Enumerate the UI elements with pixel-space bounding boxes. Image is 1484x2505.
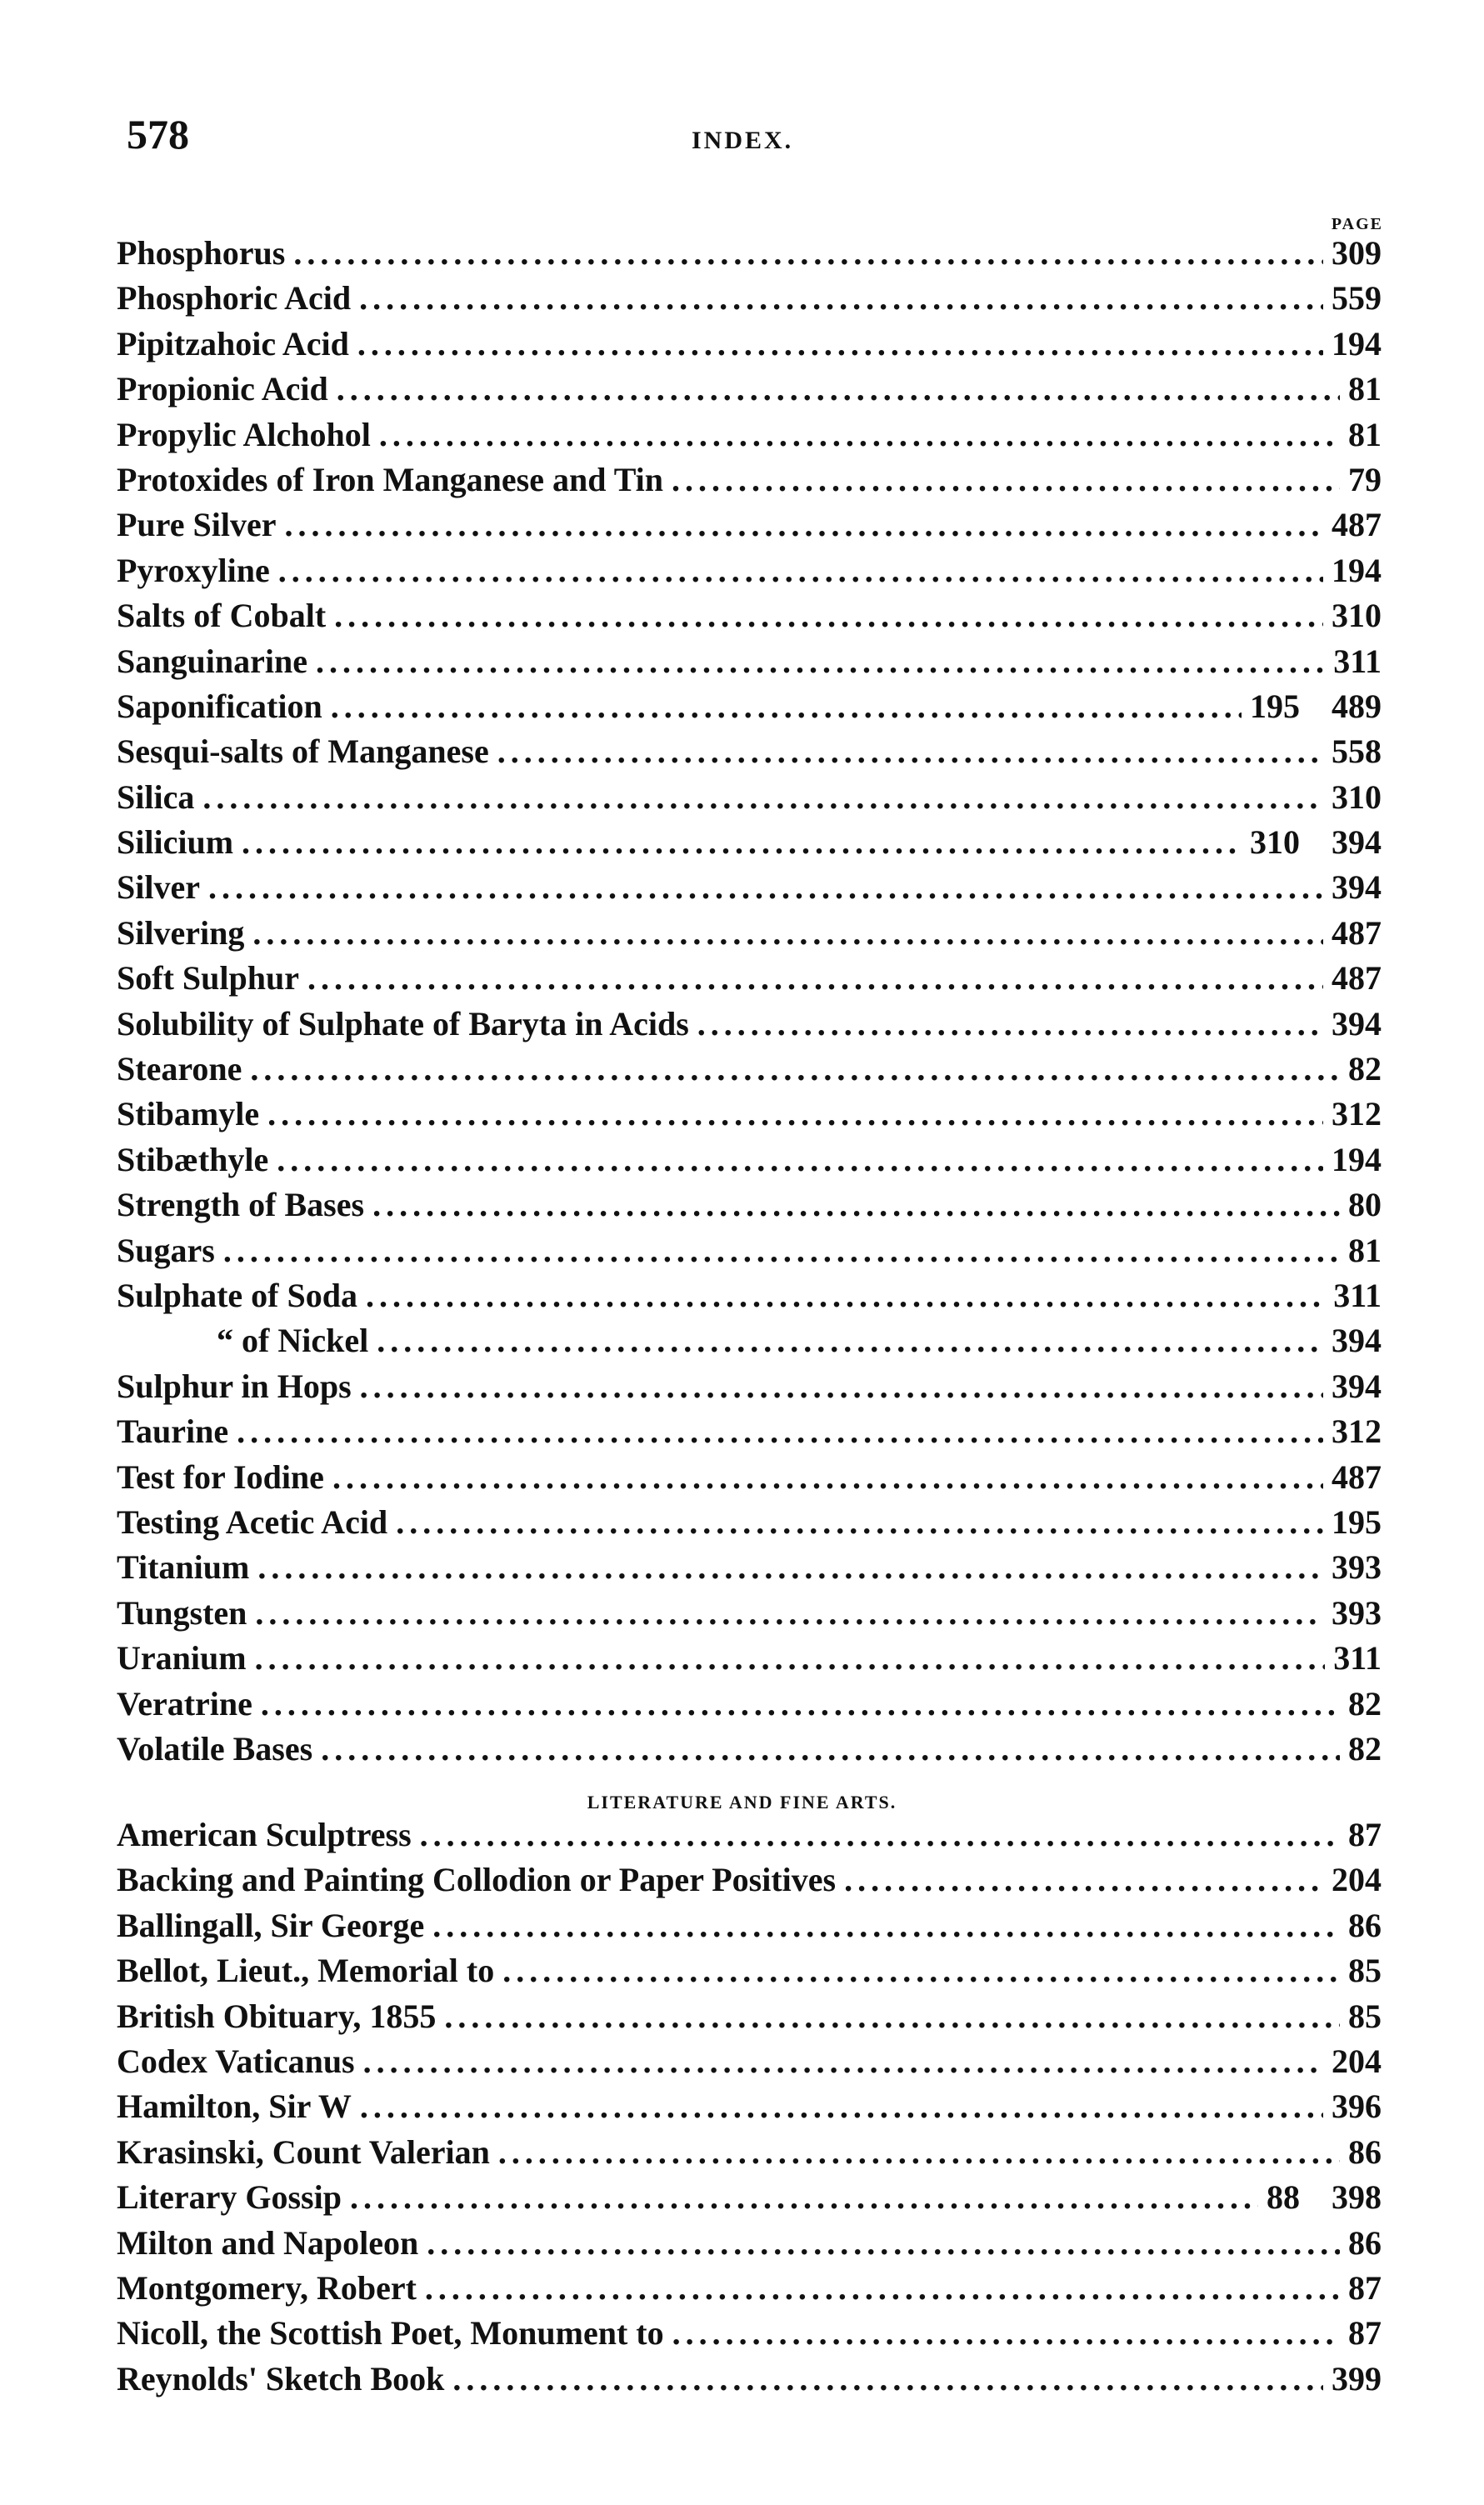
- dot-leader: [252, 913, 1323, 952]
- index-entry: [117, 1458, 1382, 1502]
- index-term: Codex Vaticanus: [117, 2042, 355, 2080]
- page-references: [1333, 642, 1382, 681]
- page-reference: 393: [1332, 1593, 1382, 1632]
- page-references: [1332, 1593, 1382, 1632]
- index-entry: [117, 732, 1382, 777]
- index-term: Protoxides of Iron Manganese and Tin: [117, 460, 664, 498]
- page-reference: 82: [1348, 1050, 1382, 1088]
- page-references: [1332, 1140, 1382, 1179]
- page-reference: 79: [1348, 460, 1382, 498]
- page-reference: 399: [1332, 2359, 1382, 2398]
- page-reference: 87: [1348, 2314, 1382, 2352]
- page-references: [1332, 551, 1382, 590]
- page-reference: 88: [1267, 2178, 1300, 2217]
- index-term: Solubility of Sulphate of Baryta in Acids: [117, 1004, 689, 1042]
- index-term: Milton and Napoleon: [117, 2223, 419, 2262]
- dot-leader: [261, 1684, 1340, 1723]
- dot-leader: [223, 1231, 1340, 1270]
- page-references: [1332, 868, 1382, 907]
- page-reference: 311: [1333, 642, 1382, 680]
- dot-leader: [284, 505, 1323, 544]
- page-references: [1348, 1729, 1382, 1768]
- index-term: Krasinski, Count Valerian: [117, 2132, 490, 2171]
- index-term: Propylic Alchohol: [117, 415, 371, 453]
- index-entry: [117, 1815, 1382, 1860]
- index-term: Tungsten: [117, 1593, 247, 1632]
- page-references: [1332, 1004, 1382, 1043]
- dot-leader: [307, 958, 1323, 998]
- page-references: [1348, 415, 1382, 454]
- page-references: [1333, 1638, 1382, 1678]
- index-entry: [117, 1140, 1382, 1185]
- index-entry: [117, 2313, 1382, 2358]
- index-term: Silver: [117, 868, 200, 907]
- index-entry: [117, 1004, 1382, 1049]
- dot-leader: [360, 1367, 1323, 1406]
- dot-leader: [316, 642, 1325, 681]
- page-reference: 393: [1332, 1548, 1382, 1587]
- index-entry: [117, 2223, 1382, 2268]
- page-references: [1332, 1548, 1382, 1587]
- page-references: [1250, 822, 1382, 862]
- index-term: Montgomery, Robert: [117, 2268, 417, 2307]
- dot-leader: [360, 2087, 1323, 2126]
- dot-leader: [427, 2223, 1340, 2262]
- index-term: Sulphur in Hops: [117, 1367, 352, 1405]
- page-references: [1250, 687, 1382, 726]
- index-term: Silicium: [117, 823, 234, 862]
- index-term: Phosphorus: [117, 234, 286, 272]
- index-term: Stearone: [117, 1050, 242, 1088]
- index-term: Strength of Bases: [117, 1186, 365, 1224]
- index-section-literature: [117, 1815, 1382, 2404]
- index-term: Sesqui-salts of Manganese: [117, 732, 489, 771]
- index-entry: [117, 1276, 1382, 1321]
- index-term: Uranium: [117, 1639, 247, 1678]
- page-reference: 558: [1332, 732, 1382, 771]
- index-entry: [117, 505, 1382, 550]
- index-term: Silvering: [117, 913, 245, 952]
- page-reference: 86: [1348, 1906, 1382, 1944]
- index-term: Test for Iodine: [117, 1458, 324, 1496]
- dot-leader: [379, 415, 1340, 454]
- dot-leader: [425, 2268, 1340, 2308]
- index-entry: [117, 868, 1382, 912]
- index-term: Stibamyle: [117, 1095, 260, 1133]
- dot-leader: [350, 2178, 1258, 2217]
- index-term: Soft Sulphur: [117, 959, 299, 998]
- page-reference: 310: [1332, 778, 1382, 816]
- page-references: [1332, 1367, 1382, 1406]
- index-entry: [117, 2132, 1382, 2178]
- page-reference: 81: [1348, 370, 1382, 408]
- page-reference: 312: [1332, 1412, 1382, 1451]
- page-reference: 396: [1332, 2088, 1382, 2126]
- page-reference: 310: [1250, 823, 1300, 862]
- page-reference: 394: [1332, 1322, 1382, 1360]
- index-term: Silica: [117, 778, 195, 816]
- page-references: [1348, 460, 1382, 499]
- dot-leader: [844, 1860, 1323, 1899]
- dot-leader: [250, 1049, 1340, 1088]
- index-term: Reynolds' Sketch Book: [117, 2359, 445, 2398]
- index-term: Propionic Acid: [117, 370, 328, 408]
- page-reference: 81: [1348, 415, 1382, 453]
- index-term: Literary Gossip: [117, 2178, 342, 2217]
- page-references: [1333, 1276, 1382, 1315]
- page-references: [1348, 2132, 1382, 2172]
- page-references: [1348, 1815, 1382, 1854]
- index-term: Phosphoric Acid: [117, 279, 352, 318]
- index-term: British Obituary, 1855: [117, 1997, 437, 2035]
- page-reference: 310: [1332, 597, 1382, 635]
- dot-leader: [332, 1458, 1323, 1497]
- index-term: Testing Acetic Acid: [117, 1502, 388, 1541]
- index-term: Nicoll, the Scottish Poet, Monument to: [117, 2314, 664, 2352]
- dot-leader: [363, 2042, 1323, 2081]
- page-number: 578: [127, 111, 189, 158]
- page-references: [1332, 278, 1382, 318]
- index-entry: [117, 1860, 1382, 1905]
- dot-leader: [237, 1412, 1323, 1451]
- index-entry: [117, 324, 1382, 369]
- page-reference: 311: [1333, 1639, 1382, 1678]
- index-entry: [117, 2268, 1382, 2313]
- page-references: [1332, 1502, 1382, 1542]
- page-reference: 86: [1348, 2132, 1382, 2171]
- page-references: [1348, 1951, 1382, 1990]
- index-entry: [117, 1185, 1382, 1230]
- index-entry: [117, 1997, 1382, 2042]
- index-entry: [117, 642, 1382, 687]
- index-entry: [117, 822, 1382, 868]
- index-entry: [117, 1367, 1382, 1412]
- index-term: Sanguinarine: [117, 642, 307, 680]
- page-reference: 85: [1348, 1952, 1382, 1990]
- page-references: [1332, 732, 1382, 771]
- page-reference: 82: [1348, 1684, 1382, 1722]
- dot-leader: [267, 1094, 1323, 1133]
- dot-leader: [396, 1502, 1323, 1542]
- page-reference: 311: [1333, 1276, 1382, 1314]
- dot-leader: [242, 822, 1242, 862]
- page-reference: 487: [1332, 959, 1382, 998]
- dot-leader: [432, 1906, 1340, 1945]
- index-entry: [117, 2178, 1382, 2222]
- index-entry: [117, 778, 1382, 822]
- index-entry: [117, 1502, 1382, 1548]
- dot-leader: [293, 233, 1323, 272]
- index-entry: [117, 1638, 1382, 1683]
- dot-leader: [498, 2132, 1340, 2172]
- page-references: [1348, 1684, 1382, 1723]
- index-entry: [117, 1094, 1382, 1139]
- index-entry: [117, 596, 1382, 641]
- index-term: Stibæthyle: [117, 1140, 269, 1178]
- dot-leader: [257, 1548, 1323, 1587]
- dot-leader: [255, 1593, 1323, 1632]
- index-term: Pure Silver: [117, 506, 277, 544]
- index-entry: [117, 1049, 1382, 1094]
- page-reference: 394: [1332, 868, 1382, 907]
- page-references: [1332, 1094, 1382, 1133]
- page-references: [1348, 2223, 1382, 2262]
- index-term: Ballingall, Sir George: [117, 1906, 425, 1944]
- dot-leader: [372, 1185, 1340, 1224]
- page-references: [1348, 1049, 1382, 1088]
- index-entry: [117, 1321, 1382, 1366]
- index-term: Volatile Bases: [117, 1729, 313, 1768]
- index-entry: [117, 1906, 1382, 1951]
- page-references: [1332, 2359, 1382, 2398]
- page-references: [1332, 233, 1382, 272]
- index-entry: [117, 2087, 1382, 2132]
- dot-leader: [359, 278, 1323, 318]
- index-term: Hamilton, Sir W: [117, 2088, 352, 2126]
- page-reference: 87: [1348, 2268, 1382, 2307]
- page-references: [1267, 2178, 1382, 2217]
- index-entry: [117, 369, 1382, 414]
- dot-leader: [502, 1951, 1340, 1990]
- page-reference: 398: [1332, 2178, 1382, 2217]
- dot-leader: [331, 687, 1242, 726]
- dot-leader: [277, 1140, 1323, 1179]
- dot-leader: [278, 551, 1323, 590]
- index-term: Bellot, Lieut., Memorial to: [117, 1952, 495, 1990]
- index-term: Pyroxyline: [117, 551, 270, 589]
- index-term: Pipitzahoic Acid: [117, 324, 349, 362]
- page-reference: 394: [1332, 1367, 1382, 1405]
- page-reference: 487: [1332, 1458, 1382, 1496]
- page-references: [1348, 1997, 1382, 2036]
- page-references: [1332, 596, 1382, 635]
- index-entry: [117, 415, 1382, 460]
- dot-leader: [452, 2359, 1323, 2398]
- page-reference: 194: [1332, 551, 1382, 589]
- dot-leader: [337, 369, 1340, 408]
- index-entry: [117, 958, 1382, 1003]
- dot-leader: [334, 596, 1323, 635]
- page-reference: 487: [1332, 506, 1382, 544]
- running-head: INDEX.: [692, 127, 794, 154]
- page-references: [1348, 2268, 1382, 2308]
- index-term: Sugars: [117, 1231, 215, 1269]
- page-references: [1332, 2087, 1382, 2126]
- page-references: [1348, 1231, 1382, 1270]
- index-entry: [117, 1729, 1382, 1774]
- index-entry: [117, 460, 1382, 505]
- page-reference: 82: [1348, 1729, 1382, 1768]
- page-reference: 312: [1332, 1095, 1382, 1133]
- index-term: Saponification: [117, 687, 322, 725]
- page-references: [1348, 369, 1382, 408]
- index-entry: [117, 913, 1382, 958]
- dot-leader: [420, 1815, 1340, 1854]
- dot-leader: [202, 778, 1323, 817]
- index-entry: [117, 1548, 1382, 1592]
- page-references: [1332, 778, 1382, 817]
- index-entry: [117, 233, 1382, 278]
- index-term: Salts of Cobalt: [117, 597, 327, 635]
- page-reference: 489: [1332, 687, 1382, 725]
- index-entry: [117, 687, 1382, 732]
- dot-leader: [444, 1997, 1340, 2036]
- index-term: “ of Nickel: [217, 1322, 369, 1360]
- page-references: [1332, 1412, 1382, 1451]
- index-entry: [117, 1593, 1382, 1638]
- dot-leader: [357, 324, 1323, 363]
- page-reference: 81: [1348, 1231, 1382, 1269]
- dot-leader: [672, 2313, 1340, 2352]
- page-references: [1332, 958, 1382, 998]
- page-references: [1348, 1185, 1382, 1224]
- page-reference: 487: [1332, 913, 1382, 952]
- dot-leader: [672, 460, 1340, 499]
- section-heading-literature: LITERATURE AND FINE ARTS.: [587, 1792, 897, 1812]
- page-references: [1332, 324, 1382, 363]
- dot-leader: [697, 1004, 1323, 1043]
- page-reference: 194: [1332, 1140, 1382, 1178]
- page-reference: 559: [1332, 279, 1382, 318]
- page-reference: 87: [1348, 1816, 1382, 1853]
- page-reference: 204: [1332, 2042, 1382, 2080]
- dot-leader: [255, 1638, 1326, 1678]
- page-references: [1332, 2042, 1382, 2081]
- page-reference: 86: [1348, 2223, 1382, 2262]
- index-entry: [117, 2042, 1382, 2087]
- index-entry: [117, 2359, 1382, 2404]
- page-reference: 394: [1332, 823, 1382, 862]
- index-term: Taurine: [117, 1412, 229, 1451]
- dot-leader: [321, 1729, 1340, 1768]
- page-references: [1332, 913, 1382, 952]
- index-entry: [117, 551, 1382, 596]
- index-entry: [117, 1412, 1382, 1457]
- dot-leader: [366, 1276, 1325, 1315]
- index-term: Titanium: [117, 1548, 250, 1587]
- dot-leader: [497, 732, 1323, 771]
- index-entry: [117, 278, 1382, 323]
- dot-leader: [377, 1321, 1323, 1360]
- page-references: [1332, 505, 1382, 544]
- page-reference: 80: [1348, 1186, 1382, 1224]
- page-reference: 194: [1332, 324, 1382, 362]
- page-reference: 195: [1332, 1502, 1382, 1541]
- page-reference: 204: [1332, 1861, 1382, 1899]
- index-entry: [117, 1231, 1382, 1276]
- page-references: [1332, 1860, 1382, 1899]
- dot-leader: [208, 868, 1323, 907]
- page-references: [1348, 1906, 1382, 1945]
- page-references: [1348, 2313, 1382, 2352]
- index-term: Veratrine: [117, 1684, 252, 1722]
- index-term: Sulphate of Soda: [117, 1276, 357, 1314]
- index-term: American Sculptress: [117, 1816, 412, 1853]
- index-entry: [117, 1951, 1382, 1996]
- index-entry: [117, 1684, 1382, 1729]
- page-reference: 195: [1250, 687, 1300, 725]
- page-references: [1332, 1458, 1382, 1497]
- index-section-chemistry: [117, 233, 1382, 1774]
- page-column-heading: PAGE: [1331, 215, 1383, 233]
- index-term: Backing and Painting Collodion or Paper Positives: [117, 1861, 837, 1899]
- page-references: [1332, 1321, 1382, 1360]
- page-reference: 309: [1332, 234, 1382, 272]
- page-reference: 85: [1348, 1997, 1382, 2035]
- page-reference: 394: [1332, 1004, 1382, 1042]
